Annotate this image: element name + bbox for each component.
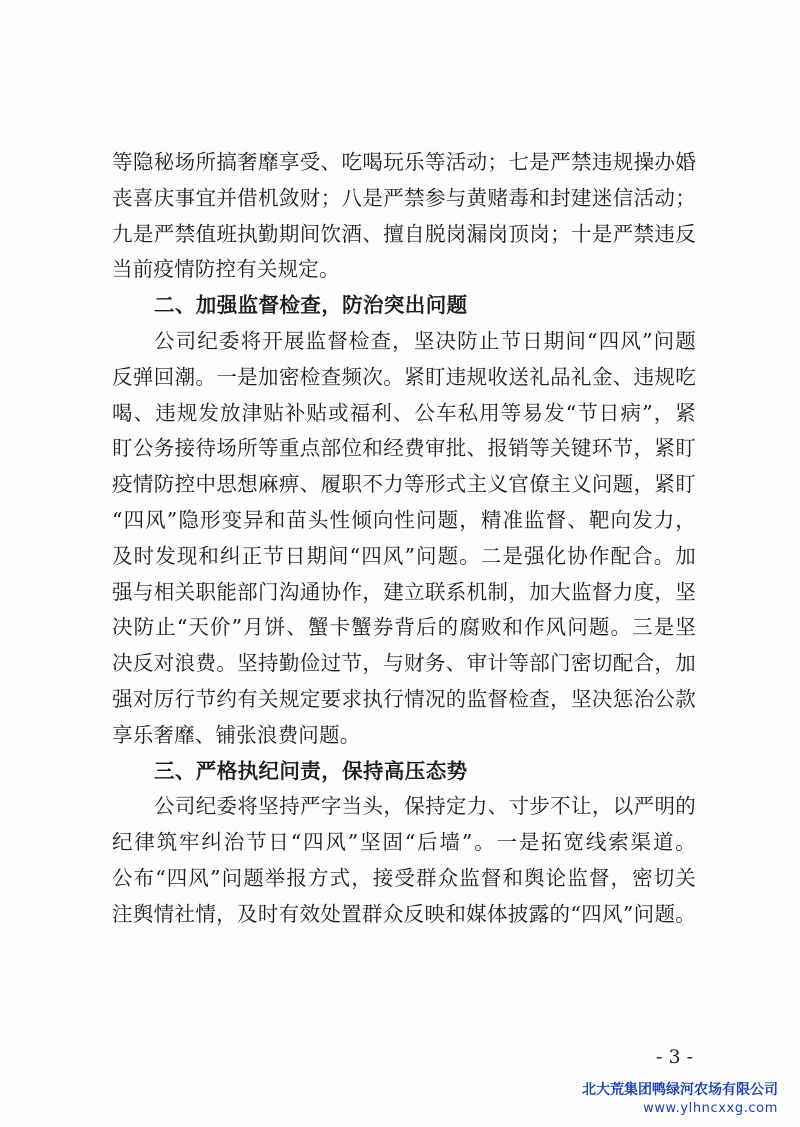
- paragraph-line: 等隐秘场所搞奢靡享受、吃喝玩乐等活动；七是严禁违规操办婚: [112, 150, 696, 174]
- watermark-company-name: 北大荒集团鸭绿河农场有限公司: [582, 1082, 778, 1098]
- paragraph-line: 公布“四风”问题举报方式，接受群众监督和舆论监督，密切关: [112, 865, 696, 890]
- paragraph-line: 决防止“天价”月饼、蟹卡蟹券背后的腐败和作风问题。三是坚: [112, 615, 696, 640]
- paragraph-line: 享乐奢靡、铺张浪费问题。: [112, 722, 361, 747]
- paragraph-line: 丧喜庆事宜并借机敛财；八是严禁参与黄赌毒和封建迷信活动；: [112, 185, 696, 210]
- section-heading: 三、严格执纪问责，保持高压态势: [154, 758, 468, 783]
- page-number: - 3 -: [656, 1046, 694, 1068]
- watermark-url: www.ylhncxxg.com: [643, 1101, 778, 1116]
- paragraph-line: 注舆情社情，及时有效处置群众反映和媒体披露的“四风”问题。: [112, 901, 696, 926]
- document-body: [112, 145, 696, 933]
- paragraph-line: 强与相关职能部门沟通协作，建立联系机制，加大监督力度，坚: [112, 579, 696, 604]
- paragraph-line: 纪律筑牢纠治节日“四风”坚固“后墙”。一是拓宽线索渠道。: [112, 830, 696, 855]
- paragraph-line: 喝、违规发放津贴补贴或福利、公车私用等易发“节日病”，紧: [112, 400, 696, 425]
- paragraph-line: 决反对浪费。坚持勤俭过节，与财务、审计等部门密切配合，加: [112, 651, 696, 676]
- paragraph-line: 当前疫情防控有关规定。: [112, 257, 340, 282]
- paragraph-line: “四风”隐形变异和苗头性倾向性问题，精准监督、靶向发力，: [112, 507, 696, 532]
- section-heading: 二、加强监督检查，防治突出问题: [154, 293, 468, 318]
- paragraph-line: 九是严禁值班执勤期间饮酒、擅自脱岗漏岗顶岗；十是严禁违反: [112, 221, 696, 246]
- paragraph-line: 公司纪委将开展监督检查，坚决防止节日期间“四风”问题: [154, 328, 696, 353]
- watermark: [582, 1080, 778, 1118]
- paragraph-line: 疫情防控中思想麻痹、履职不力等形式主义官僚主义问题，紧盯: [112, 472, 696, 497]
- paragraph-line: 公司纪委将坚持严字当头，保持定力、寸步不让，以严明的: [154, 794, 696, 819]
- paragraph-line: 强对厉行节约有关规定要求执行情况的监督检查，坚决惩治公款: [112, 686, 696, 711]
- paragraph-line: 及时发现和纠正节日期间“四风”问题。二是强化协作配合。加: [112, 543, 696, 568]
- paragraph-line: 盯公务接待场所等重点部位和经费审批、报销等关键环节，紧盯: [112, 436, 696, 461]
- paragraph-line: 反弹回潮。一是加密检查频次。紧盯违规收送礼品礼金、违规吃: [112, 364, 696, 389]
